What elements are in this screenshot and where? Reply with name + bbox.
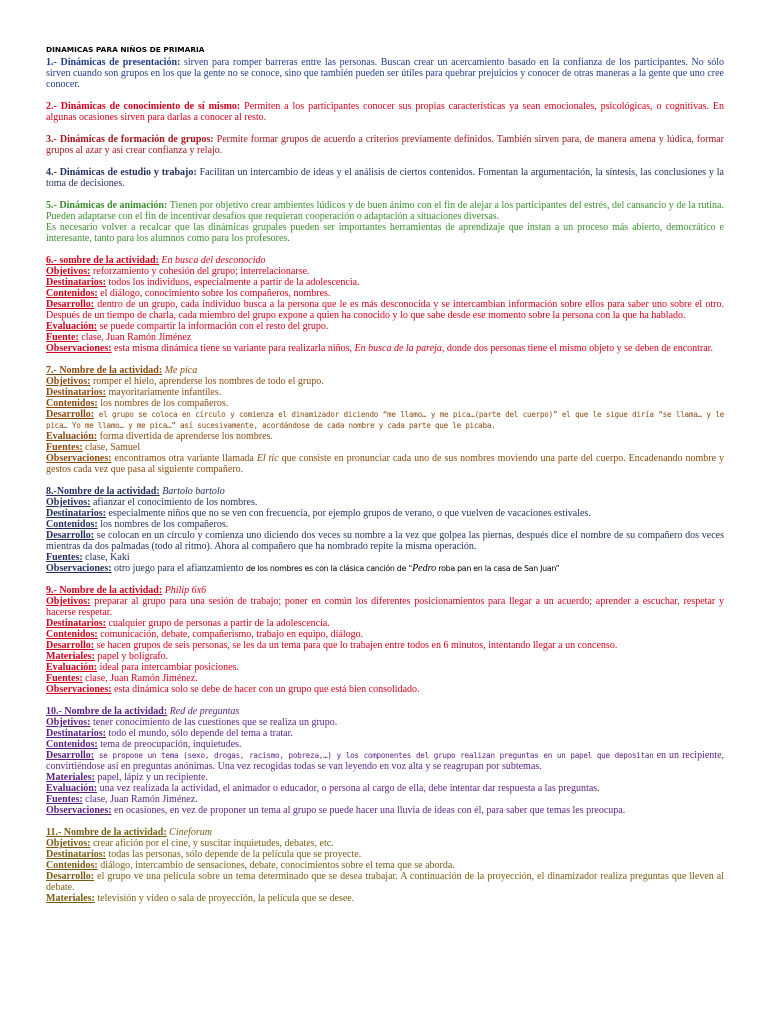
intro-formacion <box>46 134 724 156</box>
field-label: Fuentes: <box>46 442 83 453</box>
intro-presentacion <box>46 57 724 90</box>
activity-10 <box>46 706 724 816</box>
field-label: Destinatarios: <box>46 618 106 629</box>
field-text: de los nombres es con la clásica canción de “ <box>245 564 413 573</box>
field-observaciones <box>46 805 724 816</box>
field-label: Materiales: <box>46 772 95 783</box>
field-text: otro juego para el afianzamiento <box>111 563 246 574</box>
field-label: Desarrollo: <box>46 750 95 761</box>
field-contenidos <box>46 629 724 640</box>
field-text: se propone un tema (sexo, drogas, racismo, pobreza,…) y los componentes del grupo realizan preguntas en un papel que depositan <box>94 751 654 760</box>
field-text: clase, Juan Ramón Jiménez. <box>82 794 198 805</box>
field-label: Observaciones: <box>46 563 112 574</box>
field-label: Contenidos: <box>46 398 98 409</box>
field-label: Fuentes: <box>46 552 83 563</box>
field-text: mayoritariamente infantiles. <box>106 387 222 398</box>
field-label: Desarrollo: <box>46 871 95 882</box>
activity-number-label: 11.- Nombre de la actividad: <box>46 827 167 838</box>
field-contenidos <box>46 860 724 871</box>
field-observaciones <box>46 684 724 695</box>
field-destinatarios <box>46 618 724 629</box>
field-desarrollo <box>46 409 724 431</box>
field-materiales <box>46 651 724 662</box>
field-fuentes <box>46 794 724 805</box>
field-emphasis: En busca de la pareja <box>354 343 442 354</box>
field-fuentes <box>46 673 724 684</box>
activity-9 <box>46 585 724 695</box>
field-destinatarios <box>46 277 724 288</box>
field-text: dentro de un grupo, cada individuo busca a la persona que le es más desconocida y se intercambian información sobre ellos para saber uno sobre el otro. Después de un tiempo de charla, cada miembro del grupo expone a quien ha conocido y lo que sabe desde ese momento sobre la persona con la que ha hablado. <box>46 299 724 321</box>
field-label: Desarrollo: <box>46 640 95 651</box>
field-label: Objetivos: <box>46 376 91 387</box>
field-label: Evaluación: <box>46 431 98 442</box>
field-text: especialmente niños que no se ven con frecuencia, por ejemplo grupos de verano, o que vuelven de vacaciones estivales. <box>106 508 591 519</box>
activity-number-label: 6.- sombre de la actividad: <box>46 255 159 266</box>
field-fuentes <box>46 442 724 453</box>
intro-animacion <box>46 200 724 222</box>
intro-text: Permite formar grupos de acuerdo a criterios previamente definidos. También sirven para, de manera amena y lúdica, formar grupos al azar y así crear confianza y relajo. <box>46 134 725 156</box>
activity-name: Red de preguntas <box>167 706 240 717</box>
field-label: Destinatarios: <box>46 849 106 860</box>
field-text: en ocasiones, en vez de proponer un tema al grupo se puede hacer una lluvia de ideas con él, para saber que temas les preocupa. <box>111 805 626 816</box>
field-text: todas las personas, sólo depende de la película que se proyecte. <box>106 849 362 860</box>
field-text: diálogo, intercambio de sensaciones, debate, conocimientos sobre el tema que se aborda. <box>97 860 455 871</box>
field-destinatarios <box>46 728 724 739</box>
field-text: tener conocimiento de las cuestiones que se realiza un grupo. <box>90 717 338 728</box>
field-label: Materiales: <box>46 893 95 904</box>
field-materiales <box>46 772 724 783</box>
field-label: Fuentes: <box>46 673 83 684</box>
field-observaciones <box>46 453 724 475</box>
activity-name: Cineforum <box>166 827 212 838</box>
field-evaluacion <box>46 662 724 673</box>
field-label: Contenidos: <box>46 629 98 640</box>
intro-conclusion: Es necesario volver a recalcar que las dinámicas grupales pueden ser importantes herramientas de aprendizaje que instan a un proceso más abierto, democrático e interesante, tanto para los alumnos como para los profesores. <box>46 222 724 244</box>
field-text: roba pan en la casa de San Juan” <box>436 564 560 573</box>
field-text: , donde dos personas tiene el mismo objeto y se deben de encontrar. <box>441 343 713 354</box>
field-label: Destinatarios: <box>46 728 106 739</box>
activity-6 <box>46 255 724 354</box>
field-label: Evaluación: <box>46 783 98 794</box>
field-contenidos <box>46 288 724 299</box>
intro-heading: 3.- Dinámicas de formación de grupos: <box>46 134 214 145</box>
field-label: Observaciones: <box>46 805 112 816</box>
field-text: esta misma dinámica tiene su variante para realizarla niños, <box>111 343 355 354</box>
field-text: crear afición por el cine, y suscitar inquietudes, debates, etc. <box>90 838 334 849</box>
field-label: Objetivos: <box>46 838 91 849</box>
field-objetivos <box>46 497 724 508</box>
field-label: Destinatarios: <box>46 277 106 288</box>
field-text: el diálogo, conocimiento sobre los compañeros, nombres. <box>97 288 331 299</box>
field-text: papel, lápiz y un recipiente. <box>94 772 208 783</box>
intro-estudio <box>46 167 724 189</box>
intro-heading: 1.- Dinámicas de presentación: <box>46 57 181 68</box>
intro-text: Facilitan un intercambio de ideas y el análisis de ciertos contenidos. Fomentan la argumentación, la síntesis, las conclusiones y la toma de decisiones. <box>46 167 724 189</box>
activity-7 <box>46 365 724 475</box>
field-destinatarios <box>46 849 724 860</box>
field-objetivos <box>46 717 724 728</box>
field-fuentes <box>46 552 724 563</box>
field-text: que consiste en pronunciar cada uno de sus nombres moviendo una parte del cuerpo. Encadenando nombre y gestos cada vez que pasa al siguiente compañero. <box>46 453 724 475</box>
field-materiales <box>46 893 724 904</box>
field-text: forma divertida de aprenderse los nombres. <box>97 431 273 442</box>
field-text: televisión y video o sala de proyección, la película que se desee. <box>94 893 355 904</box>
field-label: Fuente: <box>46 332 79 343</box>
field-label: Objetivos: <box>46 596 91 607</box>
field-text: preparar al grupo para una sesión de trabajo; poner en común los diferentes posicionamientos para llegar a un acuerdo; aprender a escuchar, respetar y hacerse respetar. <box>46 596 724 618</box>
field-contenidos <box>46 519 724 530</box>
field-text: comunicación, debate, compañerismo, trabajo en equipo, diálogo. <box>97 629 364 640</box>
activity-number-label: 10.- Nombre de la actividad: <box>46 706 168 717</box>
activity-heading <box>46 585 724 596</box>
intro-text: Permiten a los participantes conocer sus propias características ya sean emocionales, psicológicas, o cognitivas. En algunas ocasiones sirven para darlas a conocer al resto. <box>46 101 724 123</box>
activity-name: Philip 6x6 <box>162 585 207 596</box>
field-text: el grupo ve una película sobre un tema determinado que se desea trabajar. A continuación de la proyección, el dinamizador realiza preguntas que lleven al debate. <box>46 871 724 893</box>
field-contenidos <box>46 398 724 409</box>
activity-number-label: 9.- Nombre de la actividad: <box>46 585 163 596</box>
activity-name: Me pica <box>162 365 198 376</box>
intro-heading: 4.- Dinámicas de estudio y trabajo: <box>46 167 197 178</box>
field-evaluacion <box>46 783 724 794</box>
field-objetivos <box>46 376 724 387</box>
field-evaluacion <box>46 431 724 442</box>
activity-11 <box>46 827 724 904</box>
field-evaluacion <box>46 321 724 332</box>
field-label: Desarrollo: <box>46 530 95 541</box>
field-desarrollo <box>46 750 724 772</box>
field-text: se puede compartir la información con el resto del grupo. <box>97 321 329 332</box>
field-desarrollo <box>46 299 724 321</box>
activity-number-label: 8.-Nombre de la actividad: <box>46 486 160 497</box>
intro-conocimiento <box>46 101 724 123</box>
intro-heading: 5.- Dinámicas de animación: <box>46 200 168 211</box>
field-text: cualquier grupo de personas a partir de la adolescencia. <box>106 618 330 629</box>
field-text: ideal para intercambiar posiciones. <box>97 662 240 673</box>
field-text: clase, Juan Ramón Jiménez. <box>82 673 198 684</box>
field-label: Desarrollo: <box>46 409 95 420</box>
field-text: tema de preocupación, inquietudes. <box>97 739 242 750</box>
field-emphasis: Pedro <box>412 563 437 574</box>
activity-name: Bartolo bartolo <box>159 486 225 497</box>
field-label: Evaluación: <box>46 321 98 332</box>
activity-name: En busca del desconocido <box>158 255 266 266</box>
field-text: afianzar el conocimiento de los nombres. <box>90 497 258 508</box>
activity-heading <box>46 255 724 266</box>
field-text: encontramos otra variante llamada <box>111 453 257 464</box>
activity-heading <box>46 486 724 497</box>
field-label: Contenidos: <box>46 519 98 530</box>
field-text: romper el hielo, aprenderse los nombres de todo el grupo. <box>90 376 324 387</box>
field-label: Objetivos: <box>46 266 91 277</box>
field-desarrollo <box>46 530 724 552</box>
field-label: Observaciones: <box>46 453 112 464</box>
field-desarrollo <box>46 871 724 893</box>
field-contenidos <box>46 739 724 750</box>
field-destinatarios <box>46 508 724 519</box>
field-label: Observaciones: <box>46 343 112 354</box>
field-text: clase, Samuel <box>82 442 141 453</box>
field-desarrollo <box>46 640 724 651</box>
field-text: todos los individuos, especialmente a partir de la adolescencia. <box>106 277 360 288</box>
field-destinatarios <box>46 387 724 398</box>
field-objetivos <box>46 596 724 618</box>
field-observaciones <box>46 343 724 354</box>
activity-number-label: 7.- Nombre de la actividad: <box>46 365 163 376</box>
field-label: Materiales: <box>46 651 95 662</box>
field-label: Desarrollo: <box>46 299 95 310</box>
field-text: se hacen grupos de seis personas, se les da un tema para que lo trabajen entre todos en 6 minutos, intentando llegar a un concenso. <box>94 640 618 651</box>
intro-text: sirven para romper barreras entre las personas. Buscan crear un acercamiento basado en la confianza de los participantes. No sólo sirven cuando son grupos en los que la gente no se conoce, sino que también pueden ser útiles para quebrar prejuicios y conocer de otras maneras a la gente que uno cree conocer. <box>46 57 725 90</box>
field-text: esta dinámica solo se debe de hacer con un grupo que está bien consolidado. <box>111 684 420 695</box>
field-label: Destinatarios: <box>46 387 106 398</box>
field-text: clase, Kaki <box>82 552 130 563</box>
field-text: los nombres de los compañeros. <box>97 519 229 530</box>
intro-heading: 2.- Dinámicas de conocimiento de sí mismo: <box>46 101 241 112</box>
field-objetivos <box>46 266 724 277</box>
field-observaciones <box>46 563 724 574</box>
field-text: el grupo se coloca en círculo y comienza el dinamizador diciendo “me llamo… y me pica…(parte del cuerpo)” el que le sigue diría “se llama… y le pica… Yo me llamo… y me pica…” así sucesivamente, acordándose de cada nombre y cada parte que le picaba. <box>46 410 724 430</box>
field-label: Objetivos: <box>46 497 91 508</box>
field-text: se colocan en un círculo y comienza uno diciendo dos veces su nombre a la vez que golpea las piernas, después dice el nombre de su compañero dos veces mientras da dos palmadas (todo al ritmo). Ahora al compañero que ha nombrado repite la misma operación. <box>46 530 724 552</box>
field-label: Contenidos: <box>46 288 98 299</box>
activity-8 <box>46 486 724 574</box>
field-text: una vez realizada la actividad, el animador o educador, o persona al cargo de ella, debe intentar dar respuesta a las preguntas. <box>97 783 600 794</box>
field-text: reforzamiento y cohesión del grupo; interrelacionarse. <box>90 266 310 277</box>
field-objetivos <box>46 838 724 849</box>
field-label: Objetivos: <box>46 717 91 728</box>
document-title: DINAMICAS PARA NIÑOS DE PRIMARIA <box>46 45 205 54</box>
field-text: todo el mundo, sólo depende del tema a tratar. <box>106 728 293 739</box>
field-text: papel y bolígrafo. <box>94 651 169 662</box>
activity-heading <box>46 827 724 838</box>
field-label: Contenidos: <box>46 860 98 871</box>
field-text: los nombres de los compañeros. <box>97 398 229 409</box>
field-label: Observaciones: <box>46 684 112 695</box>
field-label: Destinatarios: <box>46 508 106 519</box>
field-label: Evaluación: <box>46 662 98 673</box>
activity-heading <box>46 706 724 717</box>
field-fuente <box>46 332 724 343</box>
activity-heading <box>46 365 724 376</box>
intro-text: Tienen por objetivo crear ambientes lúdicos y de buen ánimo con el fin de alejar a los participantes del estrés, del cansancio y de la rutina. Pueden adaptarse con el fin de incentivar desafíos que requieran cooperación o adaptación a situaciones diversas. <box>46 200 724 222</box>
field-text: clase, Juan Ramón Jiménez <box>78 332 192 343</box>
field-text: en un recipiente, convirtiéndose así en preguntas anónimas. Una vez recogidas todas se van leyendo en voz alta y se reagrupan por subtemas. <box>46 750 725 772</box>
field-label: Contenidos: <box>46 739 98 750</box>
field-emphasis: El tic <box>256 453 279 464</box>
field-label: Fuentes: <box>46 794 83 805</box>
